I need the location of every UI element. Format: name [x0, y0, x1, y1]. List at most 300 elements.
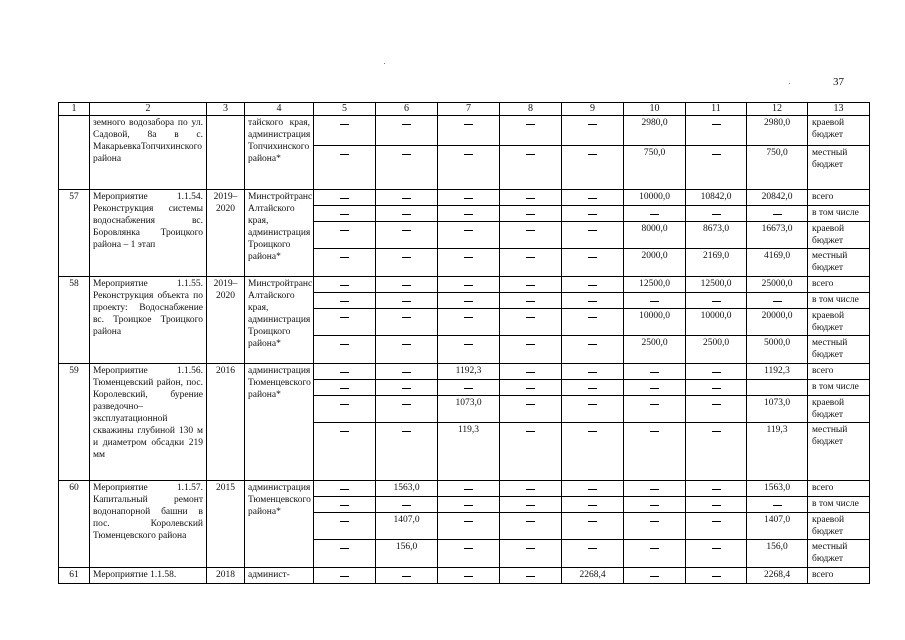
- amount-cell: [314, 396, 376, 423]
- dash-mark: [402, 344, 411, 345]
- amount-cell: [747, 364, 808, 380]
- dash-mark: [712, 388, 721, 389]
- measure-name: Мероприятие 1.1.58.: [90, 568, 207, 584]
- column-header: 13: [808, 103, 870, 116]
- amount-cell: [314, 423, 376, 481]
- amount-value: 2268,4: [763, 570, 791, 580]
- amount-cell: [624, 336, 686, 364]
- dash-mark: [464, 576, 473, 577]
- amount-cell: [500, 396, 562, 423]
- amount-cell: [500, 336, 562, 364]
- dash-mark: [712, 576, 721, 577]
- funding-source: местный бюджет: [808, 540, 870, 568]
- dash-mark: [526, 548, 535, 549]
- amount-cell: [686, 540, 747, 568]
- amount-value: 16673,0: [761, 224, 793, 234]
- amount-value: 1563,0: [763, 483, 791, 493]
- dash-mark: [712, 505, 721, 506]
- amount-cell: [500, 540, 562, 568]
- amount-cell: [562, 146, 624, 190]
- dash-mark: [773, 505, 782, 506]
- amount-cell: [376, 249, 438, 277]
- amount-cell: [376, 364, 438, 380]
- amount-cell: [686, 222, 747, 249]
- amount-cell: [376, 513, 438, 540]
- dash-mark: [402, 285, 411, 286]
- amount-value: 750,0: [766, 148, 788, 158]
- amount-cell: [376, 222, 438, 249]
- amount-cell: [500, 293, 562, 309]
- dash-mark: [712, 214, 721, 215]
- amount-value: 1192,3: [455, 366, 482, 376]
- amount-cell: [438, 249, 500, 277]
- amount-cell: [562, 396, 624, 423]
- dash-mark: [402, 505, 411, 506]
- dash-mark: [650, 505, 659, 506]
- dash-mark: [712, 301, 721, 302]
- dash-mark: [340, 285, 349, 286]
- dash-mark: [340, 388, 349, 389]
- amount-value: 119,3: [766, 425, 788, 435]
- dash-mark: [526, 344, 535, 345]
- amount-cell: [376, 396, 438, 423]
- dash-mark: [712, 521, 721, 522]
- amount-cell: [438, 380, 500, 396]
- amount-cell: [438, 206, 500, 222]
- dash-mark: [526, 285, 535, 286]
- amount-cell: [438, 309, 500, 336]
- implementation-years: 2019–2020: [207, 277, 245, 364]
- dash-mark: [464, 214, 473, 215]
- amount-cell: [686, 380, 747, 396]
- amount-value: 8000,0: [641, 224, 668, 234]
- funding-source: всего: [808, 277, 870, 293]
- column-header: 6: [376, 103, 438, 116]
- amount-cell: [314, 481, 376, 497]
- dash-mark: [650, 521, 659, 522]
- amount-cell: [376, 293, 438, 309]
- amount-cell: [562, 190, 624, 206]
- dash-mark: [340, 344, 349, 345]
- amount-cell: [686, 277, 747, 293]
- amount-cell: [562, 206, 624, 222]
- amount-cell: [500, 513, 562, 540]
- amount-cell: [314, 380, 376, 396]
- amount-cell: [314, 513, 376, 540]
- dash-mark: [588, 548, 597, 549]
- amount-cell: [438, 293, 500, 309]
- amount-value: 8673,0: [702, 224, 730, 234]
- amount-cell: [562, 481, 624, 497]
- dash-mark: [464, 257, 473, 258]
- dash-mark: [340, 301, 349, 302]
- dash-mark: [650, 372, 659, 373]
- amount-value: 1407,0: [763, 515, 791, 525]
- funding-source: местный бюджет: [808, 146, 870, 190]
- table-row: [59, 481, 870, 497]
- measure-name: Мероприятие 1.1.55. Реконструкция объекта по проекту: Водоснабжение вс. Троицкое Троицкого района: [90, 277, 207, 364]
- scan-speck: [789, 83, 790, 84]
- dash-mark: [650, 388, 659, 389]
- amount-cell: [686, 336, 747, 364]
- dash-mark: [588, 505, 597, 506]
- amount-cell: [686, 206, 747, 222]
- table-row: [59, 116, 870, 146]
- amount-cell: [438, 190, 500, 206]
- funding-source: местный бюджет: [808, 336, 870, 364]
- amount-cell: [314, 146, 376, 190]
- dash-mark: [650, 431, 659, 432]
- amount-cell: [686, 423, 747, 481]
- column-header: 8: [500, 103, 562, 116]
- dash-mark: [712, 404, 721, 405]
- amount-cell: [562, 568, 624, 584]
- amount-cell: [500, 481, 562, 497]
- amount-cell: [376, 190, 438, 206]
- dash-mark: [588, 489, 597, 490]
- funding-source: в том числе: [808, 497, 870, 513]
- dash-mark: [712, 154, 721, 155]
- dash-mark: [402, 372, 411, 373]
- amount-value: 1073,0: [763, 398, 791, 408]
- dash-mark: [464, 505, 473, 506]
- dash-mark: [773, 301, 782, 302]
- amount-cell: [500, 206, 562, 222]
- dash-mark: [402, 388, 411, 389]
- amount-cell: [686, 293, 747, 309]
- amount-value: 2500,0: [641, 338, 668, 348]
- executor: администрация Тюменцевского района*: [245, 364, 314, 481]
- amount-cell: [624, 309, 686, 336]
- dash-mark: [464, 285, 473, 286]
- amount-cell: [747, 116, 808, 146]
- amount-cell: [500, 380, 562, 396]
- amount-value: 2268,4: [579, 570, 606, 580]
- amount-cell: [747, 380, 808, 396]
- dash-mark: [526, 154, 535, 155]
- dash-mark: [340, 404, 349, 405]
- dash-mark: [526, 388, 535, 389]
- amount-cell: [314, 293, 376, 309]
- implementation-years: 2015: [207, 481, 245, 568]
- dash-mark: [712, 372, 721, 373]
- dash-mark: [402, 576, 411, 577]
- dash-mark: [650, 214, 659, 215]
- amount-cell: [500, 309, 562, 336]
- amount-cell: [624, 206, 686, 222]
- funding-source: краевой бюджет: [808, 222, 870, 249]
- amount-cell: [314, 206, 376, 222]
- amount-cell: [438, 222, 500, 249]
- amount-cell: [438, 481, 500, 497]
- dash-mark: [464, 301, 473, 302]
- amount-cell: [438, 146, 500, 190]
- measure-name: Мероприятие 1.1.54. Реконструкция системы водоснабжения вс. Боровлянка Троицкого района – 1 этап: [90, 190, 207, 277]
- amount-value: 5000,0: [763, 338, 791, 348]
- dash-mark: [588, 198, 597, 199]
- dash-mark: [402, 431, 411, 432]
- dash-mark: [526, 489, 535, 490]
- scan-speck: [384, 63, 385, 64]
- amount-cell: [624, 423, 686, 481]
- program-measures-table: [58, 102, 870, 584]
- amount-cell: [747, 540, 808, 568]
- amount-cell: [562, 277, 624, 293]
- amount-cell: [562, 380, 624, 396]
- executor: Минстройтранс Алтайского края, администрация Троицкого района*: [245, 190, 314, 277]
- dash-mark: [712, 124, 721, 125]
- dash-mark: [402, 198, 411, 199]
- funding-source: всего: [808, 481, 870, 497]
- amount-cell: [376, 146, 438, 190]
- amount-value: 1073,0: [455, 398, 482, 408]
- amount-cell: [500, 146, 562, 190]
- dash-mark: [464, 198, 473, 199]
- column-header: 4: [245, 103, 314, 116]
- amount-cell: [686, 146, 747, 190]
- executor: тайского края, администрация Топчихинского района*: [245, 116, 314, 190]
- table-row: [59, 364, 870, 380]
- amount-cell: [314, 116, 376, 146]
- dash-mark: [588, 317, 597, 318]
- amount-value: 10842,0: [700, 192, 732, 202]
- amount-value: 2000,0: [641, 251, 668, 261]
- column-header: 10: [624, 103, 686, 116]
- amount-cell: [500, 277, 562, 293]
- dash-mark: [526, 372, 535, 373]
- measure-name: Мероприятие 1.1.57. Капитальный ремонт водонапорной башни в пос. Королевский Тюменцевского района: [90, 481, 207, 568]
- dash-mark: [588, 344, 597, 345]
- table-row: [59, 190, 870, 206]
- dash-mark: [526, 257, 535, 258]
- funding-source: местный бюджет: [808, 249, 870, 277]
- amount-cell: [747, 396, 808, 423]
- amount-value: 20000,0: [761, 311, 793, 321]
- dash-mark: [402, 317, 411, 318]
- amount-cell: [686, 249, 747, 277]
- column-header: 1: [59, 103, 90, 116]
- amount-cell: [624, 540, 686, 568]
- amount-cell: [562, 423, 624, 481]
- amount-value: 2980,0: [763, 118, 791, 128]
- amount-cell: [686, 396, 747, 423]
- dash-mark: [340, 198, 349, 199]
- dash-mark: [588, 285, 597, 286]
- amount-cell: [314, 222, 376, 249]
- amount-cell: [747, 497, 808, 513]
- dash-mark: [340, 505, 349, 506]
- dash-mark: [340, 124, 349, 125]
- dash-mark: [588, 124, 597, 125]
- amount-cell: [438, 277, 500, 293]
- amount-value: 119,3: [457, 425, 480, 435]
- dash-mark: [526, 124, 535, 125]
- amount-cell: [376, 481, 438, 497]
- amount-value: 2980,0: [641, 118, 668, 128]
- dash-mark: [464, 521, 473, 522]
- dash-mark: [588, 230, 597, 231]
- funding-source: в том числе: [808, 380, 870, 396]
- funding-source: всего: [808, 568, 870, 584]
- dash-mark: [526, 521, 535, 522]
- amount-cell: [747, 293, 808, 309]
- table-row: [59, 277, 870, 293]
- executor: администрация Тюменцевского района*: [245, 481, 314, 568]
- amount-cell: [562, 497, 624, 513]
- column-header: 2: [90, 103, 207, 116]
- dash-mark: [464, 388, 473, 389]
- amount-cell: [438, 336, 500, 364]
- dash-mark: [402, 214, 411, 215]
- dash-mark: [464, 548, 473, 549]
- dash-mark: [650, 404, 659, 405]
- dash-mark: [340, 576, 349, 577]
- amount-cell: [314, 190, 376, 206]
- amount-cell: [747, 206, 808, 222]
- dash-mark: [526, 505, 535, 506]
- dash-mark: [588, 301, 597, 302]
- amount-value: 4169,0: [763, 251, 791, 261]
- dash-mark: [588, 372, 597, 373]
- dash-mark: [402, 154, 411, 155]
- amount-cell: [500, 497, 562, 513]
- amount-cell: [500, 249, 562, 277]
- amount-cell: [686, 568, 747, 584]
- amount-value: 20842,0: [761, 192, 793, 202]
- dash-mark: [340, 154, 349, 155]
- amount-cell: [438, 540, 500, 568]
- amount-cell: [314, 309, 376, 336]
- measure-name: Мероприятие 1.1.56. Тюменцевский район, пос. Королевский, бурение разведочно–эксплуатационной скважины глубиной 130 м и диаметром обсадки 219 мм: [90, 364, 207, 481]
- amount-cell: [314, 540, 376, 568]
- column-header: 7: [438, 103, 500, 116]
- amount-value: 12500,0: [639, 279, 670, 289]
- amount-cell: [376, 336, 438, 364]
- amount-cell: [500, 364, 562, 380]
- amount-cell: [562, 309, 624, 336]
- funding-source: краевой бюджет: [808, 116, 870, 146]
- column-number-row: [59, 103, 870, 116]
- amount-cell: [376, 206, 438, 222]
- amount-cell: [686, 513, 747, 540]
- dash-mark: [650, 489, 659, 490]
- row-number: 60: [59, 481, 90, 568]
- amount-cell: [562, 336, 624, 364]
- amount-cell: [624, 364, 686, 380]
- amount-cell: [686, 497, 747, 513]
- amount-cell: [438, 364, 500, 380]
- dash-mark: [402, 404, 411, 405]
- amount-value: 10000,0: [639, 311, 670, 321]
- amount-cell: [747, 277, 808, 293]
- amount-cell: [747, 568, 808, 584]
- dash-mark: [340, 317, 349, 318]
- dash-mark: [526, 198, 535, 199]
- amount-cell: [376, 497, 438, 513]
- funding-source: местный бюджет: [808, 423, 870, 481]
- amount-cell: [624, 190, 686, 206]
- dash-mark: [588, 388, 597, 389]
- dash-mark: [340, 214, 349, 215]
- amount-cell: [562, 249, 624, 277]
- dash-mark: [650, 576, 659, 577]
- amount-value: 1407,0: [393, 515, 420, 525]
- dash-mark: [464, 317, 473, 318]
- amount-cell: [747, 222, 808, 249]
- dash-mark: [588, 154, 597, 155]
- amount-cell: [314, 364, 376, 380]
- funding-source: в том числе: [808, 206, 870, 222]
- dash-mark: [588, 431, 597, 432]
- amount-cell: [438, 116, 500, 146]
- amount-value: 10000,0: [700, 311, 732, 321]
- dash-mark: [773, 214, 782, 215]
- amount-cell: [314, 568, 376, 584]
- amount-cell: [624, 116, 686, 146]
- amount-cell: [438, 568, 500, 584]
- dash-mark: [340, 372, 349, 373]
- amount-cell: [624, 249, 686, 277]
- funding-source: всего: [808, 364, 870, 380]
- dash-mark: [526, 301, 535, 302]
- amount-cell: [686, 116, 747, 146]
- amount-cell: [747, 423, 808, 481]
- column-header: 3: [207, 103, 245, 116]
- amount-cell: [562, 293, 624, 309]
- funding-source: всего: [808, 190, 870, 206]
- dash-mark: [464, 344, 473, 345]
- amount-cell: [376, 116, 438, 146]
- amount-value: 750,0: [643, 148, 666, 158]
- amount-value: 12500,0: [700, 279, 732, 289]
- amount-cell: [376, 309, 438, 336]
- dash-mark: [526, 230, 535, 231]
- amount-cell: [686, 364, 747, 380]
- amount-cell: [624, 146, 686, 190]
- amount-cell: [747, 481, 808, 497]
- amount-cell: [624, 481, 686, 497]
- row-number: 61: [59, 568, 90, 584]
- amount-cell: [562, 540, 624, 568]
- dash-mark: [712, 548, 721, 549]
- row-number: 57: [59, 190, 90, 277]
- amount-cell: [624, 497, 686, 513]
- dash-mark: [402, 230, 411, 231]
- implementation-years: 2016: [207, 364, 245, 481]
- dash-mark: [464, 154, 473, 155]
- dash-mark: [526, 576, 535, 577]
- executor: Минстройтранс Алтайского края, администрация Троицкого района*: [245, 277, 314, 364]
- dash-mark: [464, 230, 473, 231]
- dash-mark: [526, 404, 535, 405]
- dash-mark: [340, 431, 349, 432]
- amount-value: 2500,0: [702, 338, 730, 348]
- amount-cell: [438, 497, 500, 513]
- amount-cell: [500, 116, 562, 146]
- dash-mark: [526, 317, 535, 318]
- dash-mark: [464, 489, 473, 490]
- column-header: 12: [747, 103, 808, 116]
- dash-mark: [340, 489, 349, 490]
- row-number: 59: [59, 364, 90, 481]
- amount-cell: [376, 540, 438, 568]
- dash-mark: [526, 214, 535, 215]
- amount-cell: [624, 380, 686, 396]
- amount-value: 156,0: [766, 542, 788, 552]
- row-number: 58: [59, 277, 90, 364]
- dash-mark: [402, 257, 411, 258]
- amount-cell: [314, 497, 376, 513]
